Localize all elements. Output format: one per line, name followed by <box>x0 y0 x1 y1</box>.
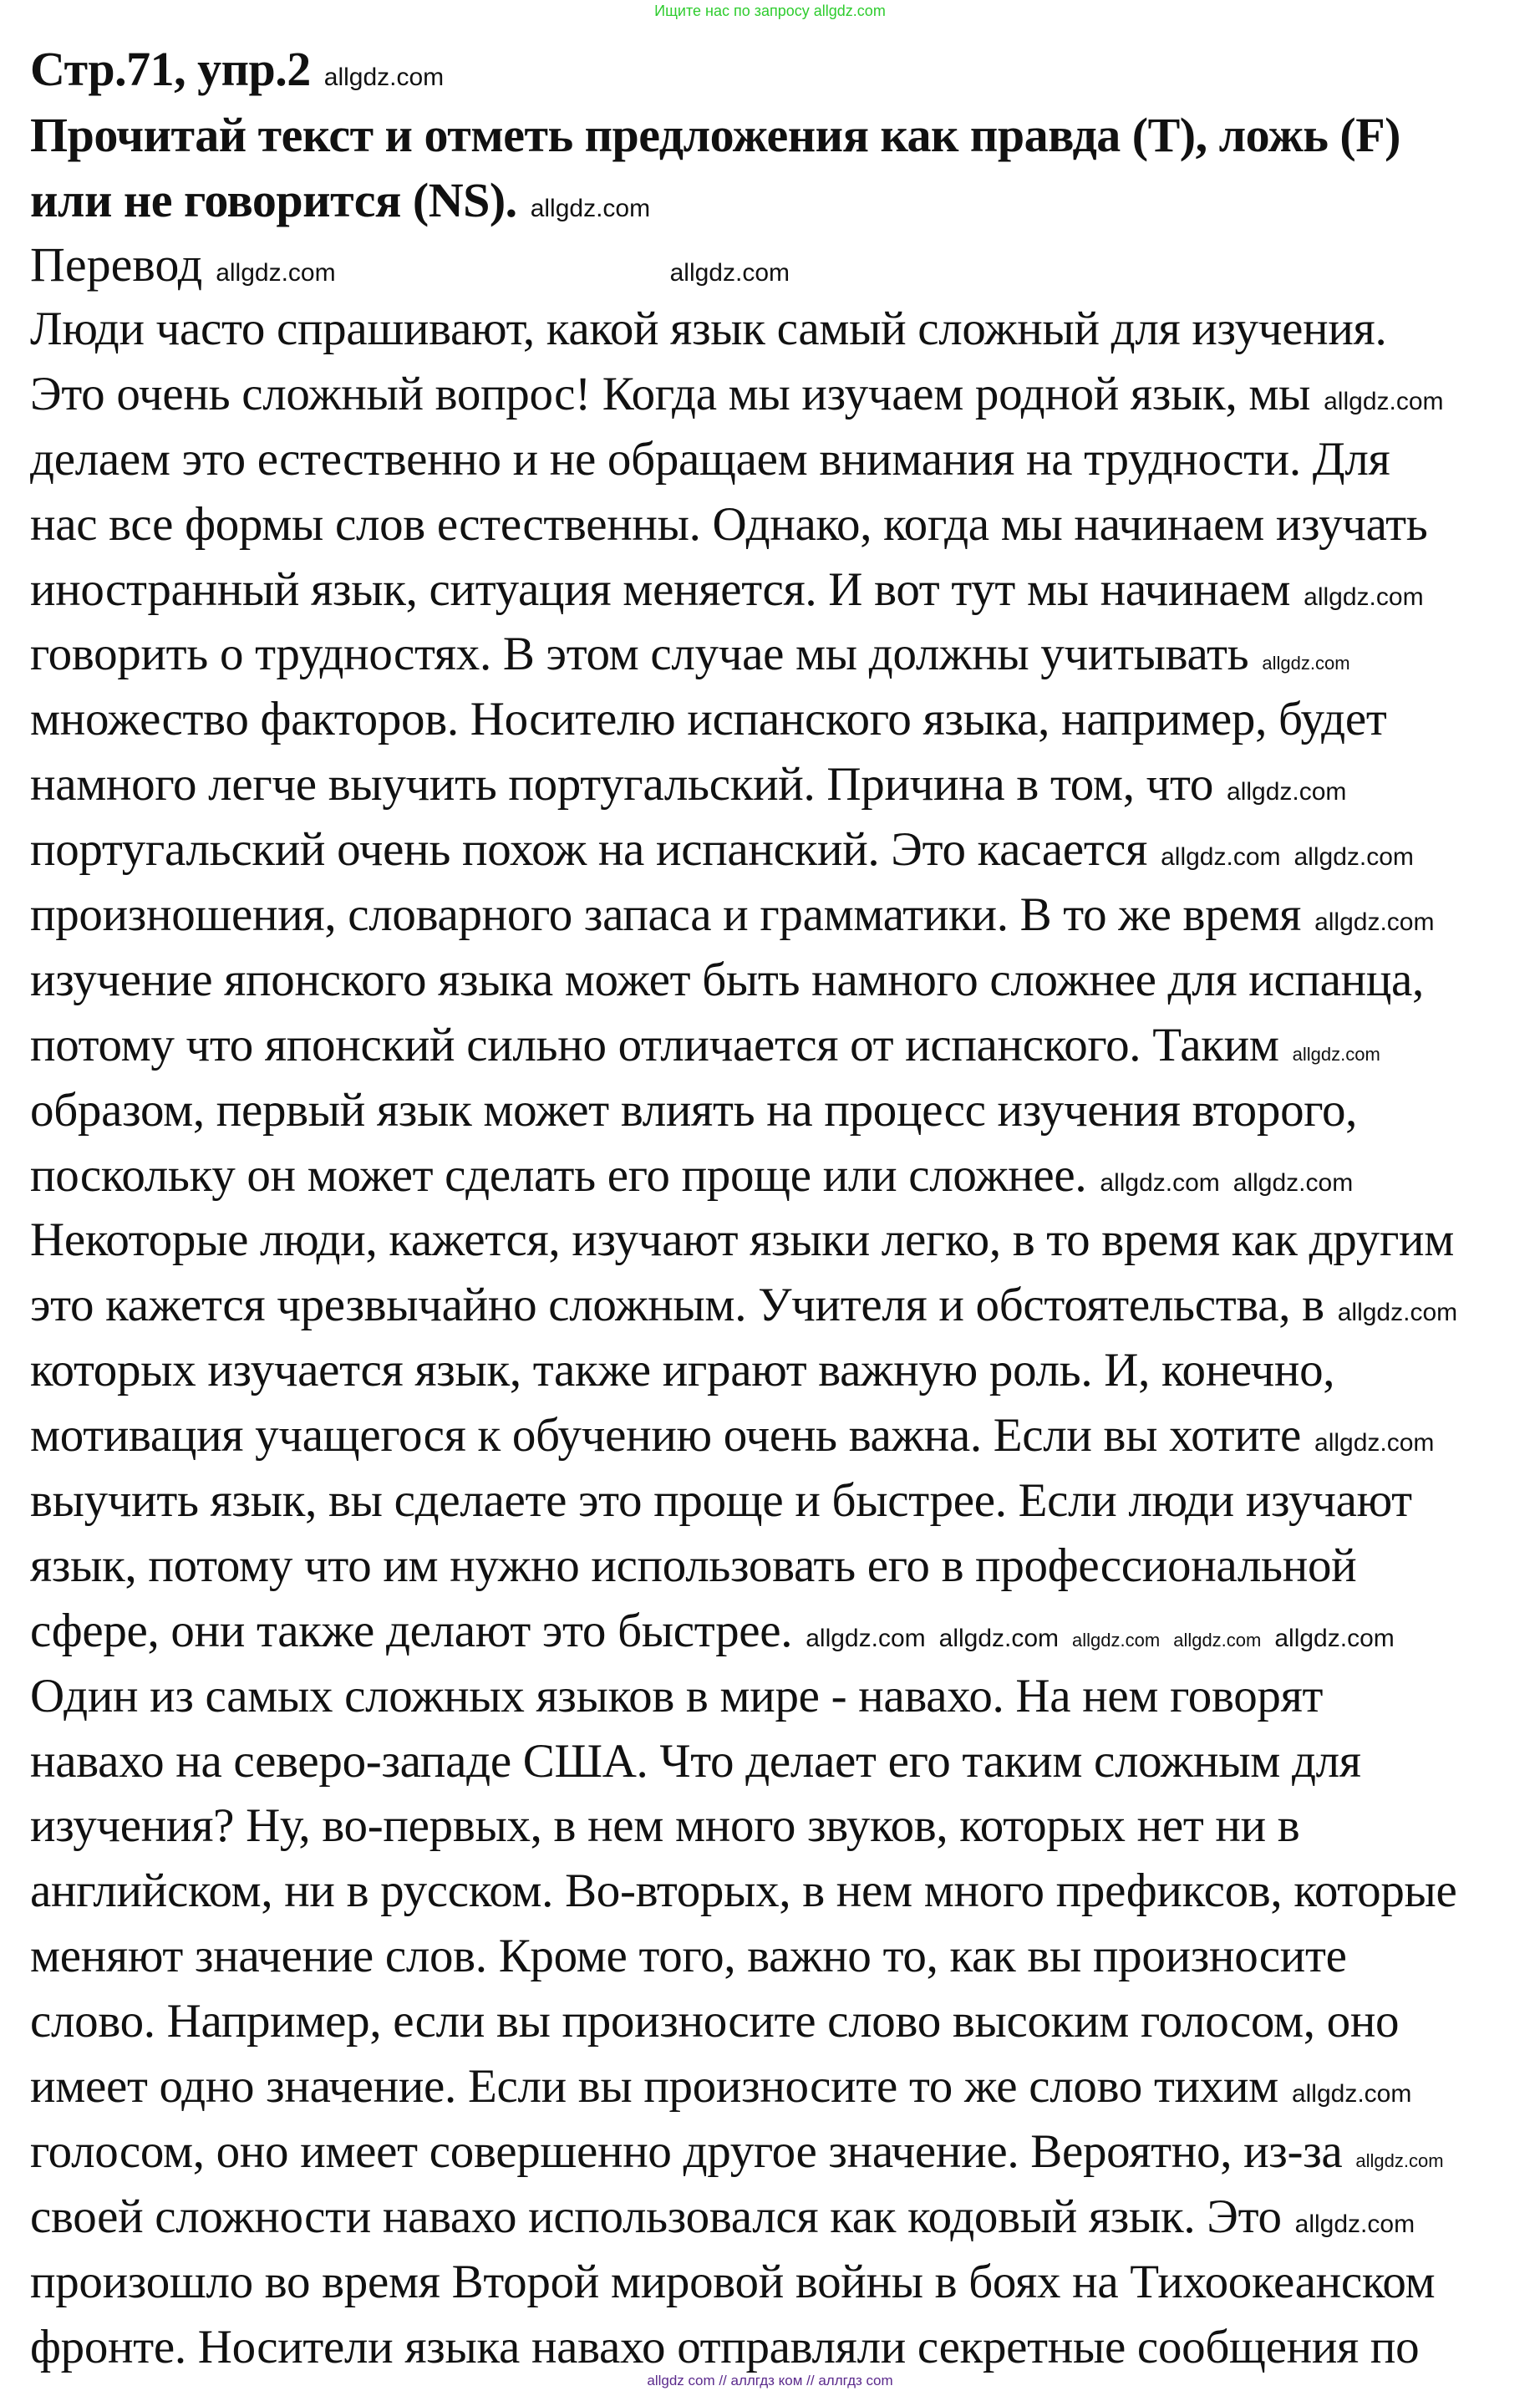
watermark: allgdz.com <box>1100 1168 1220 1197</box>
text-line <box>30 427 1390 492</box>
text-line-content: имеет одно значение. Если вы произносите то же слово тихим <box>30 2060 1278 2114</box>
text-line <box>30 883 1434 948</box>
watermark: allgdz.com <box>1314 908 1435 937</box>
watermark: allgdz.com <box>1262 653 1350 674</box>
text-line <box>30 1859 1457 1924</box>
text-line-content: изучения? Ну, во-первых, в нем много звуков, которых нет ни в <box>30 1799 1300 1853</box>
text-line-content: навахо на северо-западе США. Что делает его таким сложным для <box>30 1734 1361 1788</box>
text-line <box>30 2185 1415 2250</box>
text-line-content: Один из самых сложных языков в мире - навахо. На нем говорят <box>30 1669 1324 1722</box>
watermark: allgdz.com <box>1292 1043 1380 1065</box>
text-line <box>30 1013 1380 1078</box>
text-line-content: сфере, они также делают это быстрее. <box>30 1604 793 1657</box>
text-line-content: мотивация учащегося к обучению очень важна. Если вы хотите <box>30 1409 1302 1463</box>
watermark: allgdz.com <box>216 259 336 287</box>
text-line <box>30 2250 1435 2315</box>
text-line <box>30 1468 1412 1534</box>
text-line-content: изучение японского языка может быть намного сложнее для испанца, <box>30 953 1425 1006</box>
text-line-content: нас все формы слов естественны. Однако, когда мы начинаем изучать <box>30 497 1428 551</box>
task-line-2-row <box>30 169 650 232</box>
watermark: allgdz.com <box>1324 387 1444 415</box>
watermark: allgdz.com <box>1304 582 1424 611</box>
text-line-content: Некоторые люди, кажется, изучают языки легко, в то время как другим <box>30 1213 1455 1267</box>
text-line-content: множество факторов. Носителю испанского языка, например, будет <box>30 693 1387 746</box>
text-line <box>30 362 1444 427</box>
text-line <box>30 1143 1353 1208</box>
translation-label: Перевод <box>30 237 203 292</box>
text-line <box>30 2054 1411 2119</box>
text-line-content: язык, потому что им нужно использовать его в профессиональной <box>30 1539 1357 1592</box>
text-line-content: иностранный язык, ситуация меняется. И вот тут мы начинаем <box>30 562 1291 616</box>
text-line <box>30 1664 1323 1729</box>
watermark: allgdz.com <box>1072 1629 1161 1651</box>
page-title: Стр.71, упр.2 <box>30 42 311 96</box>
watermark: allgdz.com <box>1337 1299 1458 1327</box>
translation-text <box>30 297 1457 2380</box>
text-line <box>30 557 1424 623</box>
text-line <box>30 687 1386 752</box>
text-line-content: потому что японский сильно отличается от испанского. Таким <box>30 1018 1279 1071</box>
text-line-content: своей сложности навахо использовался как кодовый язык. Это <box>30 2190 1282 2243</box>
text-line <box>30 752 1346 817</box>
text-line <box>30 2119 1444 2185</box>
text-line-content: голосом, оно имеет совершенно другое значение. Вероятно, из-за <box>30 2124 1343 2178</box>
text-line <box>30 1208 1454 1273</box>
text-line-content: Люди часто спрашивают, какой язык самый сложный для изучения. <box>30 303 1387 355</box>
text-line <box>30 948 1424 1013</box>
text-line-content: произошло во время Второй мировой войны в боях на Тихоокеанском <box>30 2255 1436 2308</box>
text-line <box>30 1534 1356 1599</box>
task-line-1: Прочитай текст и отметь предложения как правда (T), ложь (F) <box>30 108 1400 162</box>
text-line-content: меняют значение слов. Кроме того, важно то, как вы произносите <box>30 1930 1347 1983</box>
text-line <box>30 492 1427 557</box>
watermark: allgdz.com <box>1291 2080 1412 2109</box>
page-title-row <box>30 38 444 101</box>
text-line <box>30 1078 1357 1143</box>
watermark: allgdz.com <box>1161 843 1281 872</box>
watermark: allgdz.com <box>1314 1429 1435 1457</box>
text-line-content: которых изучается язык, также играют важную роль. И, конечно, <box>30 1344 1335 1397</box>
text-line <box>30 297 1386 362</box>
text-line <box>30 2315 1419 2380</box>
watermark: allgdz.com <box>530 195 651 222</box>
text-line-content: английском, ни в русском. Во-вторых, в нем много префиксов, которые <box>30 1864 1457 1918</box>
text-line-content: выучить язык, вы сделаете это проще и быстрее. Если люди изучают <box>30 1474 1412 1528</box>
watermark: allgdz.com <box>1294 2210 1415 2238</box>
watermark: allgdz.com <box>323 64 445 91</box>
text-line-content: говорить о трудностях. В этом случае мы должны учитывать <box>30 628 1249 681</box>
text-line-content: произношения, словарного запаса и грамматики. В то же время <box>30 888 1302 942</box>
watermark: allgdz.com <box>1274 1624 1395 1652</box>
text-line-content: это кажется чрезвычайно сложным. Учителя и обстоятельства, в <box>30 1279 1324 1332</box>
watermark: allgdz.com <box>938 1624 1060 1652</box>
top-banner[interactable]: Ищите нас по запросу allgdz.com <box>654 3 886 19</box>
watermark: allgdz.com <box>1293 843 1414 872</box>
watermark: allgdz.com <box>1355 2149 1444 2171</box>
text-line <box>30 622 1350 687</box>
text-line-content: португальский очень похож на испанский. Это касается <box>30 823 1148 877</box>
text-line <box>30 817 1414 883</box>
watermark: allgdz.com <box>669 259 790 287</box>
text-line-content: Это очень сложный вопрос! Когда мы изучаем родной язык, мы <box>30 367 1311 420</box>
text-line <box>30 1793 1299 1859</box>
text-line-content: намного легче выучить португальский. Причина в том, что <box>30 758 1214 811</box>
text-line <box>30 1599 1395 1664</box>
text-line-content: образом, первый язык может влиять на процесс изучения второго, <box>30 1083 1358 1137</box>
text-line-content: фронте. Носители языка навахо отправляли секретные сообщения по <box>30 2320 1420 2373</box>
text-line-content: делаем это естественно и не обращаем внимания на трудности. Для <box>30 432 1390 486</box>
task-line-2: или не говорится (NS). <box>30 173 517 227</box>
text-line-content: слово. Например, если вы произносите слово высоким голосом, оно <box>30 1995 1400 2048</box>
watermark: allgdz.com <box>1227 778 1347 806</box>
text-line-content: поскольку он может сделать его проще или сложнее. <box>30 1148 1087 1202</box>
text-line <box>30 1989 1399 2054</box>
watermark: allgdz.com <box>1173 1629 1262 1651</box>
translation-label-row <box>30 233 790 297</box>
text-line <box>30 1924 1347 1989</box>
watermark: allgdz.com <box>806 1624 926 1652</box>
text-line <box>30 1403 1434 1468</box>
text-line <box>30 1338 1334 1403</box>
watermark: allgdz.com <box>1233 1168 1354 1197</box>
text-line <box>30 1729 1361 1794</box>
footer-links[interactable]: allgdz com // аллгдз ком // аллгдз com <box>647 2373 893 2388</box>
text-line <box>30 1273 1457 1338</box>
